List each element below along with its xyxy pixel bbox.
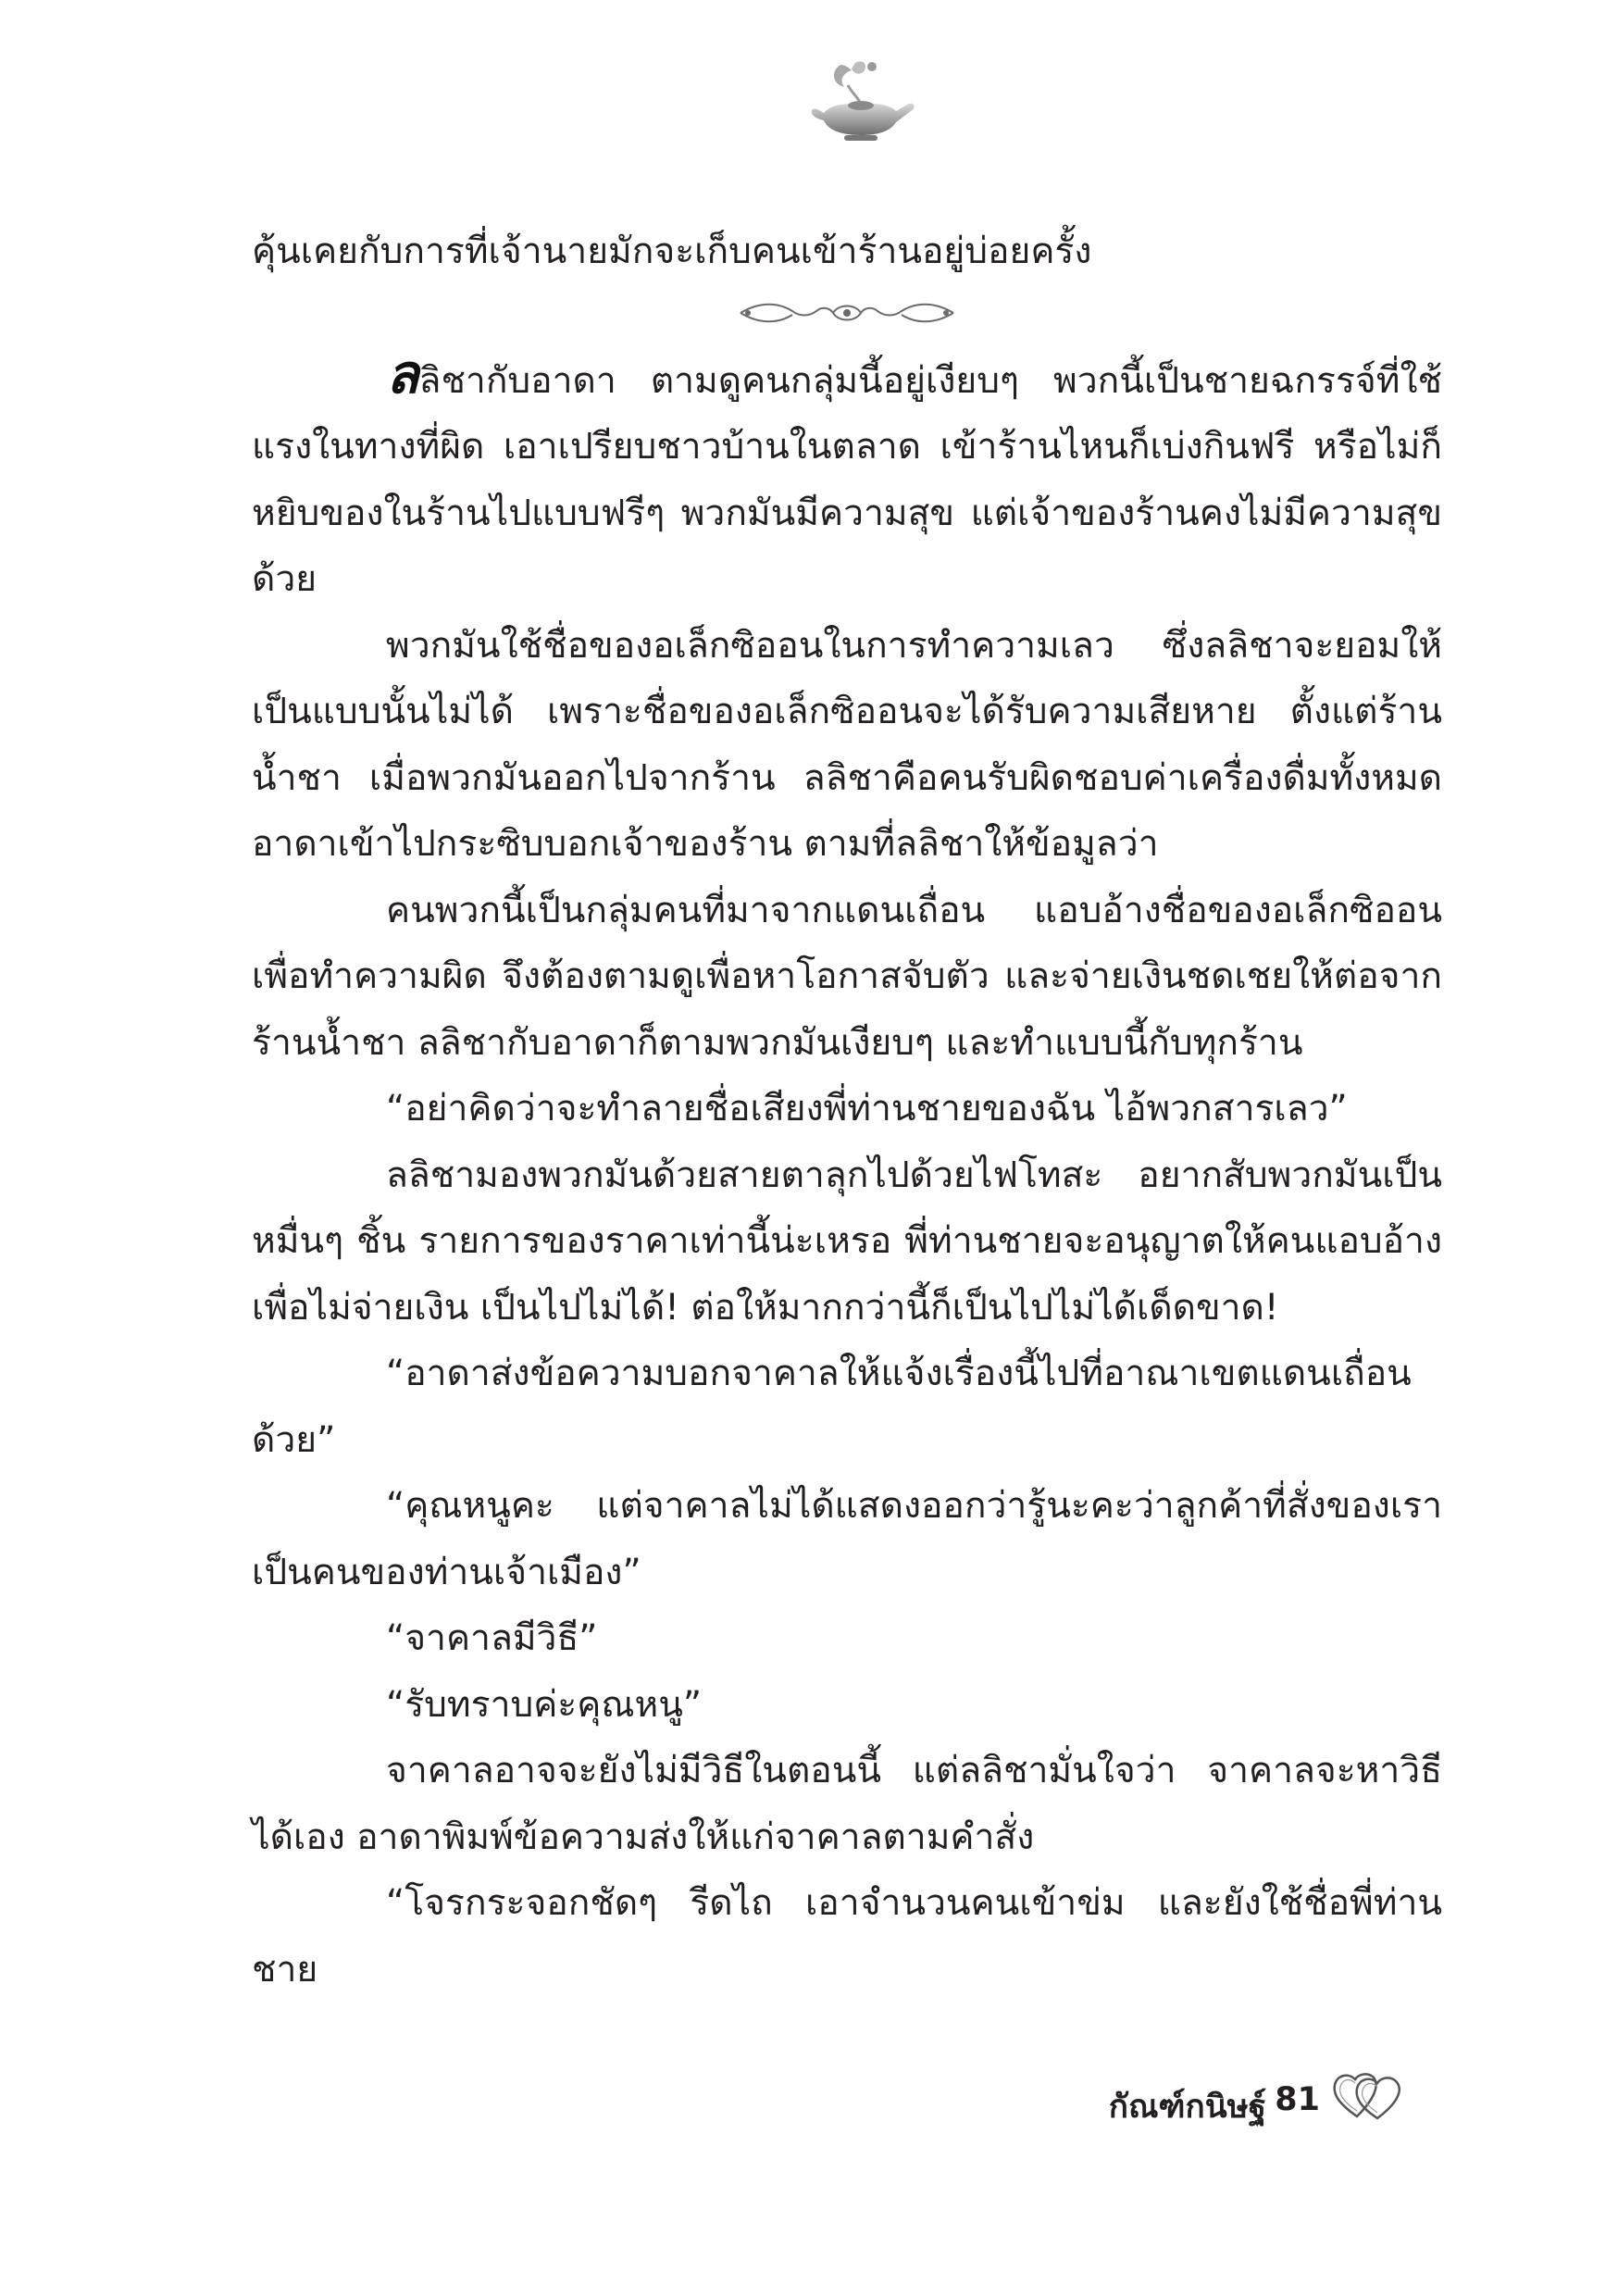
paragraph: คนพวกนี้เป็นกลุ่มคนที่มาจากแดนเถื่อน แอบอ้างชื่อของอเล็กซิออนเพื่อทำความผิด จึงต้องตามดูเพื่อหาโอกาสจับตัว และจ่ายเงินชดเชยให้ต่อจากร้านน้ำชา ลลิชากับอาดาก็ตามพวกมันเงียบๆ และทำแบบนี้กับทุกร้าน: [252, 889, 1442, 1064]
paragraph: “รับทราบค่ะคุณหนู”: [386, 1683, 703, 1726]
paragraph: “คุณหนูคะ แต่จาคาลไม่ได้แสดงออกว่ารู้นะคะว่าลูกค้าที่สั่งของเราเป็นคนของท่านเจ้าเมือง”: [252, 1485, 1442, 1593]
paragraph: “อาดาส่งข้อความบอกจาคาลให้แจ้งเรื่องนี้ไปที่อาณาเขตแดนเถื่อนด้วย”: [252, 1353, 1412, 1461]
paragraph: พวกมันใช้ชื่อของอเล็กซิออนในการทำความเลว ซึ่งลลิชาจะยอมให้เป็นแบบนั้นไม่ได้ เพราะชื่อของอเล็กซิออนจะได้รับความเสียหาย ตั้งแต่ร้านน้ำชา เมื่อพวกมันออกไปจากร้าน ลลิชาคือคนรับผิดชอบค่าเครื่องดื่มทั้งหมด อาดาเข้าไปกระซิบบอกเจ้าของร้าน ตามที่ลลิชาให้ข้อมูลว่า: [252, 624, 1442, 865]
divider: [252, 283, 1442, 343]
first-paragraph: [252, 342, 1442, 613]
page-footer: [1037, 2074, 1407, 2148]
page-number: 81: [1275, 2081, 1320, 2118]
opening-line: คุ้นเคยกับการที่เจ้านายมักจะเก็บคนเข้าร้านอยู่บ่อยครั้ง: [252, 231, 1092, 272]
first-paragraph-text: ลิชากับอาดา ตามดูคนกลุ่มนี้อยู่เงียบๆ พวกนี้เป็นชายฉกรรจ์ที่ใช้แรงในทางที่ผิด เอาเปรียบชาวบ้านในตลาด เข้าร้านไหนก็เบ่งกินฟรี หรือไม่ก็หยิบของในร้านไปแบบฟรีๆ พวกมันมีความสุข แต่เจ้าของร้านคงไม่มีความสุขด้วย: [252, 359, 1442, 600]
hearts-icon: [1329, 2066, 1407, 2124]
drop-cap: ล: [386, 342, 419, 406]
book-title: กัณฑ์กนิษฐ์: [1108, 2089, 1266, 2126]
text-block: [252, 218, 1442, 2003]
genie-lamp-icon: [803, 57, 918, 146]
paragraph: “อย่าคิดว่าจะทำลายชื่อเสียงพี่ท่านชายของฉัน ไอ้พวกสารเลว”: [386, 1088, 1348, 1129]
paragraph: “โจรกระจอกชัดๆ รีดไถ เอาจำนวนคนเข้าข่ม และยังใช้ชื่อพี่ท่านชาย: [252, 1882, 1442, 1990]
paragraph: “จาคาลมีวิธี”: [386, 1617, 598, 1659]
paragraph: จาคาลอาจจะยังไม่มีวิธีในตอนนี้ แต่ลลิชามั่นใจว่า จาคาลจะหาวิธีได้เอง อาดาพิมพ์ข้อความส่งให้แก่จาคาลตามคำสั่ง: [252, 1750, 1442, 1858]
paragraph: ลลิชามองพวกมันด้วยสายตาลุกไปด้วยไฟโทสะ อยากสับพวกมันเป็นหมื่นๆ ชิ้น รายการของราคาเท่านี้น่ะเหรอ พี่ท่านชายจะอนุญาตให้คนแอบอ้างเพื่อไม่จ่ายเงิน เป็นไปไม่ได้! ต่อให้มากกว่านี้ก็เป็นไปไม่ได้เด็ดขาด!: [252, 1154, 1442, 1329]
flourish-divider-icon: [731, 296, 963, 330]
